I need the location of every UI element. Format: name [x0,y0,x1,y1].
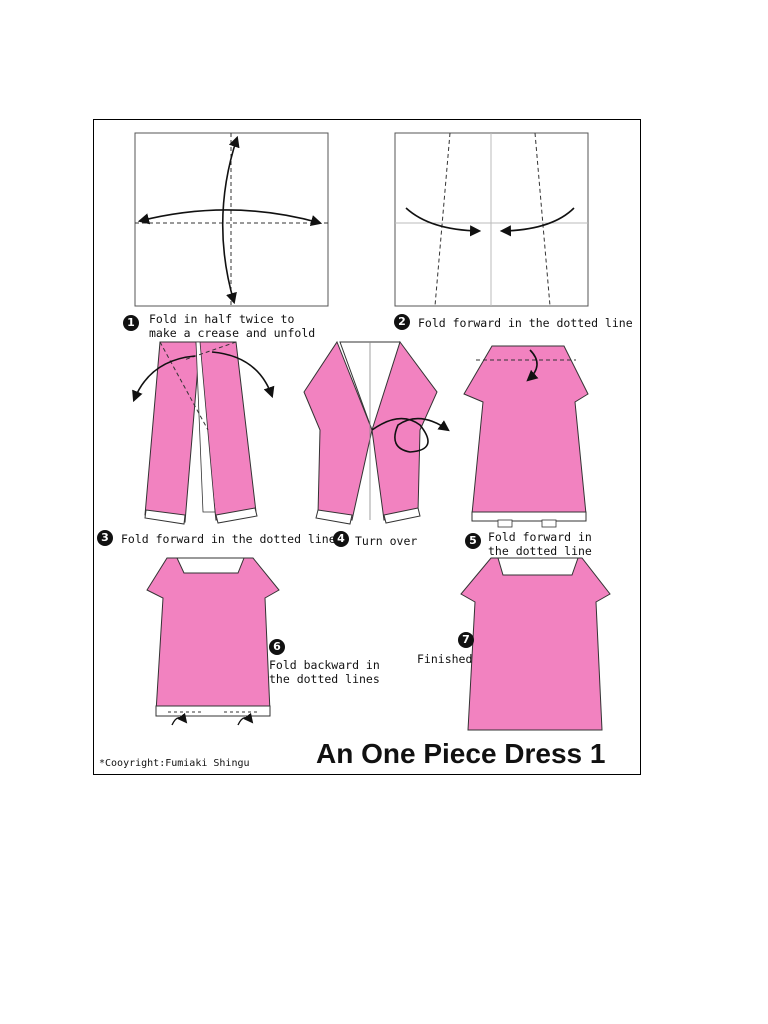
step-6-figure [147,558,279,725]
step-2-figure [395,133,588,306]
step-1-caption: Fold in half twice to make a crease and unfold [149,312,316,340]
step-3-caption: Fold forward in the dotted line [121,532,336,546]
step-6-hem [156,706,270,716]
step-6-right-arrow [238,718,252,725]
step-7-collar [498,558,578,575]
copyright-text: *Cooyright:Fumiaki Shingu [99,758,250,769]
step-1-figure [135,133,328,306]
step-5-dress-body [464,346,588,514]
step-6-left-arrow [172,718,186,725]
step-7-figure [461,558,610,730]
step-3-number: 3 [97,530,113,546]
step-6-number: 6 [269,639,285,655]
step-1-number: 1 [123,315,139,331]
step-2-number: 2 [394,314,410,330]
step-4-figure [304,342,448,524]
step-7-dress-body [461,558,610,730]
step-7-number: 7 [458,632,474,648]
step-3-left-panel [145,342,200,522]
step-5-hem-notch-right [542,520,556,527]
step-3-figure [134,342,272,524]
step-4-number: 4 [333,531,349,547]
step-5-figure [464,346,588,527]
step-5-caption: Fold forward in the dotted line [488,530,592,558]
diagram-title: An One Piece Dress 1 [316,738,606,769]
step-5-hem [472,512,586,521]
step-7-caption: Finished [417,652,473,666]
step-4-caption: Turn over [355,534,418,548]
step-2-caption: Fold forward in the dotted line [418,316,633,330]
step-6-dress-body [147,558,279,712]
step-6-collar [177,558,244,573]
step-5-hem-notch-left [498,520,512,527]
step-6-caption: Fold backward in the dotted lines [269,658,380,686]
step-5-number: 5 [465,533,481,549]
